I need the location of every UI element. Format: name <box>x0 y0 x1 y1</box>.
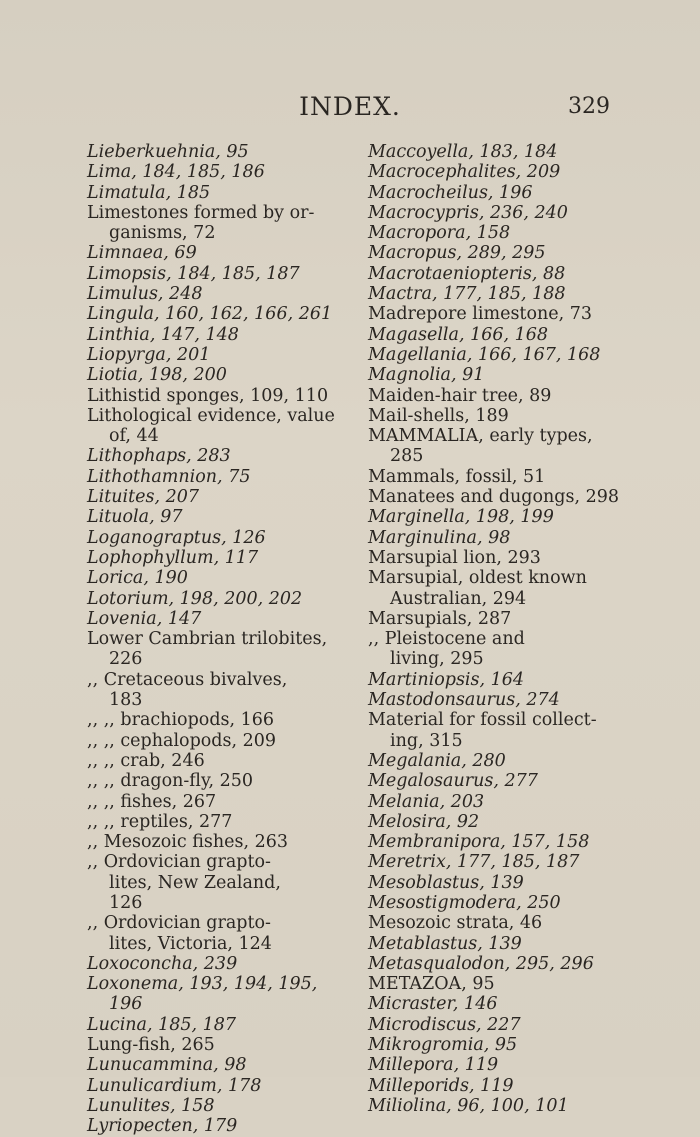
index-entry-text: Material for fossil collect- <box>368 710 597 731</box>
index-entry <box>368 974 648 994</box>
index-entry <box>368 893 648 913</box>
index-entry <box>368 751 648 771</box>
index-entry-text: Marsupials, 287 <box>368 608 512 629</box>
index-entry <box>368 994 648 1014</box>
index-entry-text: Mail-shells, 189 <box>368 405 509 426</box>
index-entry-text: ,, ,, dragon-fly, 250 <box>87 771 254 792</box>
index-entry-continuation: 285 <box>390 446 424 467</box>
index-entry-text: Limatula, 185 <box>87 182 211 203</box>
index-entry-text: Lunucammina, 98 <box>87 1055 247 1076</box>
index-entry-text: Lophophyllum, 117 <box>87 547 259 568</box>
index-entry-continuation: Australian, 294 <box>390 588 527 609</box>
index-entry-text: ,, ,, brachiopods, 166 <box>87 710 275 731</box>
index-entry-text: Lunulites, 158 <box>87 1095 215 1116</box>
index-entry <box>368 954 648 974</box>
index-entry-text: Millepora, 119 <box>368 1055 499 1076</box>
index-entry <box>368 183 648 203</box>
page-title: INDEX. <box>299 92 401 121</box>
index-entry <box>368 284 648 304</box>
index-entry-text: Marsupial lion, 293 <box>368 547 541 568</box>
index-entry-text: Lithistid sponges, 109, 110 <box>87 385 329 406</box>
index-entry <box>87 913 362 954</box>
index-entry-text: Megalania, 280 <box>368 750 506 771</box>
index-entry-text: Magnolia, 91 <box>368 365 485 386</box>
index-entry <box>368 568 648 609</box>
index-entry-text: Martiniopsis, 164 <box>368 669 525 690</box>
index-entry-text: Lucina, 185, 187 <box>87 1014 237 1035</box>
index-entry-text: Lithological evidence, value <box>87 405 335 426</box>
index-entry-text: Liotia, 198, 200 <box>87 365 227 386</box>
index-entry <box>368 142 648 162</box>
index-entry <box>87 467 362 487</box>
index-entry <box>87 304 362 324</box>
index-entry-text: Loxonema, 193, 194, 195, <box>87 974 318 995</box>
index-entry-continuation: 126 <box>109 892 143 913</box>
index-entry <box>368 792 648 812</box>
index-entry <box>368 873 648 893</box>
index-entry <box>368 771 648 791</box>
index-entry <box>368 487 648 507</box>
index-entry <box>368 467 648 487</box>
index-entry-text: ,, Ordovician grapto- <box>87 852 271 873</box>
index-entry <box>368 365 648 385</box>
index-entry-text: Limnaea, 69 <box>87 243 197 264</box>
index-entry <box>87 203 362 244</box>
index-entry-text: Metasqualodon, 295, 296 <box>368 953 594 974</box>
index-entry-text: Lima, 184, 185, 186 <box>87 162 265 183</box>
index-entry-text: Lorica, 190 <box>87 568 188 589</box>
index-entry <box>87 1096 362 1116</box>
index-entry-text: Mesoblastus, 139 <box>368 872 524 893</box>
index-entry <box>368 325 648 345</box>
index-entry <box>368 426 648 467</box>
index-entry-text: Macropus, 289, 295 <box>368 243 546 264</box>
index-entry-text: Magasella, 166, 168 <box>368 324 549 345</box>
index-entry <box>87 1035 362 1055</box>
index-entry <box>87 142 362 162</box>
index-entry <box>87 284 362 304</box>
index-entry <box>368 1096 648 1116</box>
index-entry <box>368 710 648 751</box>
index-entry-text: Limulus, 248 <box>87 284 203 305</box>
index-entry <box>87 162 362 182</box>
index-entry <box>87 589 362 609</box>
index-entry-text: Mactra, 177, 185, 188 <box>368 284 566 305</box>
index-entry-text: Lingula, 160, 162, 166, 261 <box>87 304 333 325</box>
index-entry-continuation: 183 <box>109 690 143 711</box>
index-entry-text: Lituites, 207 <box>87 487 200 508</box>
index-entry-text: Membranipora, 157, 158 <box>368 832 590 853</box>
index-entry-text: ,, ,, cephalopods, 209 <box>87 730 277 751</box>
index-entry <box>87 771 362 791</box>
index-entry <box>87 345 362 365</box>
index-entry <box>87 264 362 284</box>
index-entry-text: Maiden-hair tree, 89 <box>368 385 552 406</box>
index-entry-text: Miliolina, 96, 100, 101 <box>368 1095 569 1116</box>
index-entry-continuation: ganisms, 72 <box>109 223 216 244</box>
index-entry <box>87 548 362 568</box>
index-entry-text: Magellania, 166, 167, 168 <box>368 344 601 365</box>
index-entry <box>368 243 648 263</box>
index-entry <box>368 629 648 670</box>
index-entry <box>87 812 362 832</box>
index-entry <box>87 528 362 548</box>
index-entry <box>87 446 362 466</box>
index-entry <box>368 528 648 548</box>
index-entry <box>87 1055 362 1075</box>
index-entry <box>368 913 648 933</box>
index-entry <box>368 223 648 243</box>
index-entry-text: Mastodonsaurus, 274 <box>368 690 560 711</box>
index-entry <box>368 304 648 324</box>
index-entry <box>368 832 648 852</box>
index-entry-text: Macropora, 158 <box>368 223 511 244</box>
index-entry-text: Macrocephalites, 209 <box>368 162 561 183</box>
index-entry <box>368 1055 648 1075</box>
page-number: 329 <box>568 94 610 119</box>
index-entry-text: Lower Cambrian trilobites, <box>87 629 328 650</box>
index-entry-text: Macrocheilus, 196 <box>368 182 533 203</box>
index-entry-text: Marginella, 198, 199 <box>368 507 554 528</box>
index-entry-text: Megalosaurus, 277 <box>368 771 538 792</box>
index-entry-text: ,, ,, crab, 246 <box>87 750 205 771</box>
index-entry-text: Metablastus, 139 <box>368 933 522 954</box>
index-entry <box>368 507 648 527</box>
index-entry-text: Marginulina, 98 <box>368 527 511 548</box>
index-entry <box>87 406 362 447</box>
index-entry-text: Limestones formed by or- <box>87 202 315 223</box>
index-entry-text: Lithothamnion, 75 <box>87 466 251 487</box>
index-entry-text: Loganograptus, 126 <box>87 527 266 548</box>
index-entry-continuation: ing, 315 <box>390 730 463 751</box>
index-entry-text: Macrocypris, 236, 240 <box>368 202 568 223</box>
index-entry-text: Mammals, fossil, 51 <box>368 466 546 487</box>
index-entry <box>368 1035 648 1055</box>
index-entry <box>87 1116 362 1136</box>
index-entry-text: Mesozoic strata, 46 <box>368 913 543 934</box>
index-entry <box>368 670 648 690</box>
index-entry <box>87 670 362 711</box>
index-entry <box>368 852 648 872</box>
index-entry-text: ,, Cretaceous bivalves, <box>87 669 288 690</box>
index-entry <box>87 365 362 385</box>
index-entry-continuation: 196 <box>109 994 143 1015</box>
index-entry <box>87 710 362 730</box>
index-entry <box>87 609 362 629</box>
index-entry-text: MAMMALIA, early types, <box>368 426 593 447</box>
index-entry-text: Melania, 203 <box>368 791 485 812</box>
index-entry-continuation: 226 <box>109 649 143 670</box>
index-entry <box>87 792 362 812</box>
index-entry-text: Madrepore limestone, 73 <box>368 304 593 325</box>
index-entry <box>368 1015 648 1035</box>
index-entry-text: Lotorium, 198, 200, 202 <box>87 588 303 609</box>
index-entry <box>87 1076 362 1096</box>
index-entry <box>87 629 362 670</box>
index-entry <box>368 406 648 426</box>
index-entry <box>87 243 362 263</box>
index-entry-text: Maccoyella, 183, 184 <box>368 142 558 162</box>
index-column-left <box>87 142 362 1137</box>
index-entry-text: ,, Ordovician grapto- <box>87 913 271 934</box>
index-column-right <box>368 142 648 1116</box>
index-entry-text: Mesostigmodera, 250 <box>368 892 561 913</box>
index-entry-text: ,, Mesozoic fishes, 263 <box>87 832 288 853</box>
index-entry-text: ,, Pleistocene and <box>368 629 525 650</box>
index-entry-text: Lieberkuehnia, 95 <box>87 142 249 162</box>
index-entry-text: ,, ,, fishes, 267 <box>87 791 217 812</box>
index-entry <box>87 568 362 588</box>
index-entry-continuation: lites, New Zealand, <box>109 872 281 893</box>
index-entry-text: Linthia, 147, 148 <box>87 324 239 345</box>
index-entry <box>87 1015 362 1035</box>
index-entry-text: Meretrix, 177, 185, 187 <box>368 852 580 873</box>
index-entry <box>368 386 648 406</box>
index-entry <box>87 852 362 913</box>
index-entry-text: Marsupial, oldest known <box>368 568 587 589</box>
index-entry <box>368 345 648 365</box>
index-entry-text: Lithophaps, 283 <box>87 446 231 467</box>
index-entry <box>87 954 362 974</box>
index-entry-text: Lituola, 97 <box>87 507 183 528</box>
index-entry-text: Macrotaeniopteris, 88 <box>368 263 566 284</box>
index-entry <box>87 832 362 852</box>
index-entry-text: Lunulicardium, 178 <box>87 1075 262 1096</box>
index-entry <box>87 487 362 507</box>
index-entry-text: Mikrogromia, 95 <box>368 1035 518 1056</box>
index-entry <box>368 1076 648 1096</box>
index-entry-text: Micraster, 146 <box>368 994 498 1015</box>
index-entry-continuation: lites, Victoria, 124 <box>109 933 272 954</box>
index-entry <box>368 934 648 954</box>
index-entry <box>87 386 362 406</box>
index-entry <box>87 183 362 203</box>
index-entry-text: Lyriopecten, 179 <box>87 1116 238 1137</box>
index-entry <box>87 974 362 1015</box>
page-header <box>0 92 700 124</box>
index-entry-text: Lung-fish, 265 <box>87 1035 215 1056</box>
index-entry <box>368 203 648 223</box>
index-entry <box>368 812 648 832</box>
index-entry-text: Melosira, 92 <box>368 811 480 832</box>
index-entry-text: Loxoconcha, 239 <box>87 953 238 974</box>
index-entry-continuation: of, 44 <box>109 426 159 447</box>
index-entry <box>87 751 362 771</box>
index-entry-text: ,, ,, reptiles, 277 <box>87 811 233 832</box>
index-entry <box>87 325 362 345</box>
index-entry-text: Microdiscus, 227 <box>368 1014 521 1035</box>
index-entry <box>368 609 648 629</box>
index-entry <box>368 162 648 182</box>
index-entry <box>368 690 648 710</box>
index-entry-text: Lovenia, 147 <box>87 608 202 629</box>
index-entry-text: METAZOA, 95 <box>368 974 495 995</box>
index-entry <box>87 731 362 751</box>
index-entry-text: Limopsis, 184, 185, 187 <box>87 263 300 284</box>
index-entry <box>368 264 648 284</box>
index-entry-text: Liopyrga, 201 <box>87 344 211 365</box>
index-entry-text: Milleporids, 119 <box>368 1075 514 1096</box>
index-entry-continuation: living, 295 <box>390 649 484 670</box>
index-entry <box>87 507 362 527</box>
index-entry <box>368 548 648 568</box>
index-entry-text: Manatees and dugongs, 298 <box>368 487 620 508</box>
